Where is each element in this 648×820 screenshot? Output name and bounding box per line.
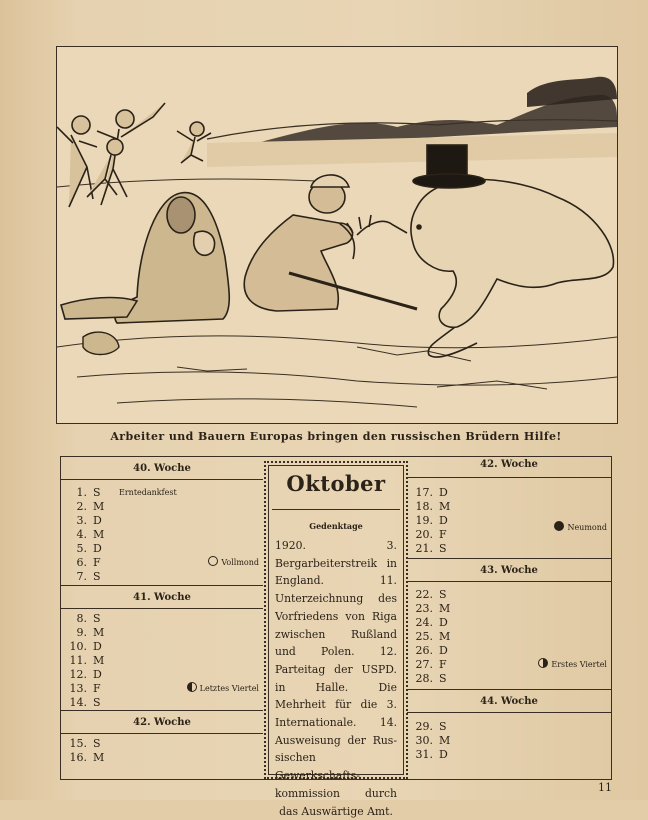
day-number: 31. <box>415 748 433 761</box>
weekday: S <box>439 542 447 555</box>
day-row <box>407 658 611 671</box>
day-number: 19. <box>415 514 433 527</box>
weekday: S <box>93 570 101 583</box>
day-row <box>61 668 263 681</box>
day-number: 9. <box>76 626 87 639</box>
day-number: 28. <box>415 672 433 685</box>
weekday: F <box>439 528 447 541</box>
last-quarter-moon-icon <box>187 682 197 692</box>
illustration <box>56 46 618 424</box>
day-row <box>407 542 611 555</box>
moon-phase-note <box>208 556 259 569</box>
moon-phase-label: Vollmond <box>221 558 259 567</box>
day-row <box>407 720 611 733</box>
gedenktage-title: Gedenktage <box>309 521 363 531</box>
day-row <box>61 528 263 541</box>
weekday: S <box>439 672 447 685</box>
weekday: D <box>439 514 448 527</box>
week-header: 41. Woche <box>61 585 263 609</box>
weekday: D <box>439 644 448 657</box>
day-number: 16. <box>69 751 87 764</box>
day-row <box>61 682 263 695</box>
full-moon-icon <box>208 556 218 566</box>
day-row <box>407 486 611 499</box>
day-number: 2. <box>76 500 87 513</box>
moon-phase-label: Neumond <box>567 523 607 532</box>
weekday: S <box>93 737 101 750</box>
weekday: S <box>439 720 447 733</box>
day-row <box>61 751 263 764</box>
day-number: 23. <box>415 602 433 615</box>
day-number: 17. <box>415 486 433 499</box>
day-number: 13. <box>69 682 87 695</box>
day-row <box>407 616 611 629</box>
weekday: M <box>93 528 105 541</box>
day-row <box>407 644 611 657</box>
gedenktage-text: 1920. 3. Bergarbeiterstreik in England. 11. Unterzeichnung des Vorfriedens von Riga zwischen Rußland und Polen. 12. Parteitag der USPD. in Halle. Die Mehrheit für die 3. Internationale. 14. Ausweisung der Russischen Gewerkschaftskommission durch das Auswärtige Amt. <box>275 539 397 818</box>
day-number: 18. <box>415 500 433 513</box>
week-header: 42. Woche <box>61 710 263 734</box>
day-row <box>407 748 611 761</box>
day-number: 12. <box>69 668 87 681</box>
day-number: 7. <box>76 570 87 583</box>
month-title: Oktober <box>286 471 386 496</box>
day-row <box>61 737 263 750</box>
weekday: D <box>439 616 448 629</box>
weekday: D <box>93 514 102 527</box>
divider <box>272 509 400 510</box>
first-quarter-moon-icon <box>538 658 548 668</box>
day-number: 15. <box>69 737 87 750</box>
day-number: 26. <box>415 644 433 657</box>
weekday: M <box>93 751 105 764</box>
day-row <box>407 500 611 513</box>
weekday: D <box>439 486 448 499</box>
left-column <box>61 457 263 779</box>
day-row <box>407 523 611 541</box>
weekday: F <box>439 658 447 671</box>
weekday: S <box>439 588 447 601</box>
weekday: D <box>93 640 102 653</box>
day-row <box>61 500 263 513</box>
day-number: 30. <box>415 734 433 747</box>
weekday: F <box>93 682 101 695</box>
moon-phase-label: Erstes Viertel <box>551 660 607 669</box>
day-number: 1. <box>76 486 87 499</box>
day-row <box>61 486 263 499</box>
right-column <box>407 457 611 779</box>
day-number: 25. <box>415 630 433 643</box>
weekday: D <box>93 542 102 555</box>
week-header: 43. Woche <box>407 558 611 582</box>
day-row <box>61 696 263 709</box>
day-number: 20. <box>415 528 433 541</box>
weekday: S <box>93 696 101 709</box>
day-row <box>407 734 611 747</box>
day-row <box>407 588 611 601</box>
day-number: 24. <box>415 616 433 629</box>
day-number: 11. <box>69 654 87 667</box>
day-row <box>61 654 263 667</box>
weekday: M <box>93 626 105 639</box>
day-number: 29. <box>415 720 433 733</box>
page-number: 11 <box>598 781 612 794</box>
weekday: F <box>93 556 101 569</box>
day-row <box>407 602 611 615</box>
weekday: D <box>93 668 102 681</box>
weekday: M <box>93 500 105 513</box>
day-row <box>61 626 263 639</box>
day-number: 4. <box>76 528 87 541</box>
day-row <box>61 612 263 625</box>
weekday: S <box>93 612 101 625</box>
day-note: Erntedankfest <box>119 488 177 497</box>
day-number: 22. <box>415 588 433 601</box>
day-number: 6. <box>76 556 87 569</box>
calendar-grid <box>60 456 612 818</box>
day-row <box>61 640 263 653</box>
day-number: 5. <box>76 542 87 555</box>
lithograph-illustration <box>57 47 617 423</box>
week-header: 40. Woche <box>61 457 263 480</box>
weekday: M <box>439 602 451 615</box>
day-row <box>61 542 263 555</box>
weekday: M <box>93 654 105 667</box>
day-row <box>61 570 263 583</box>
divider <box>407 477 611 478</box>
new-moon-icon <box>554 521 564 531</box>
day-row <box>61 514 263 527</box>
day-number: 10. <box>69 640 87 653</box>
day-row <box>407 630 611 643</box>
moon-phase-label: Letztes Viertel <box>199 684 259 693</box>
month-box <box>264 461 408 818</box>
weekday: D <box>439 748 448 761</box>
weekday: M <box>439 734 451 747</box>
weekday: M <box>439 500 451 513</box>
illustration-caption: Arbeiter und Bauern Europas bringen den russischen Brüdern Hilfe! <box>110 430 562 443</box>
day-row <box>407 672 611 685</box>
week-header: 42. Woche <box>480 458 538 470</box>
day-number: 27. <box>415 658 433 671</box>
day-number: 8. <box>76 612 87 625</box>
moon-phase-note <box>554 521 607 534</box>
day-number: 14. <box>69 696 87 709</box>
moon-phase-note <box>187 682 259 695</box>
day-number: 21. <box>415 542 433 555</box>
day-row <box>61 556 263 569</box>
weekday: S <box>93 486 101 499</box>
weekday: M <box>439 630 451 643</box>
day-number: 3. <box>76 514 87 527</box>
moon-phase-note <box>538 658 607 671</box>
week-header: 44. Woche <box>407 689 611 713</box>
